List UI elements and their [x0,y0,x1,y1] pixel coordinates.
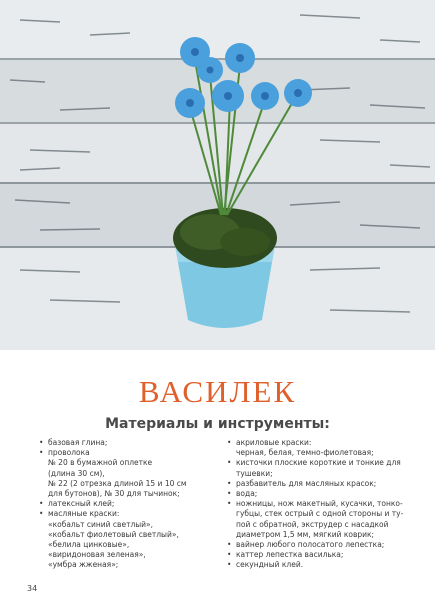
list-item-line: (длина 30 см), [48,468,105,478]
list-item-line: • латексный клей; [48,499,115,509]
list-item-line: пой с обратной, экструдер с насадкой [236,519,389,529]
list-item [226,560,406,570]
list-item [38,448,218,499]
list-item-line: • акриловые краски: [236,438,312,447]
list-item [226,550,406,560]
list-item [226,438,406,458]
list-item-line: • ножницы, нож макетный, кусачки, тонко- [236,499,403,509]
list-item-line: «белила цинковые», [48,540,130,550]
list-item-line: • масляные краски: [48,509,120,519]
list-item-line: тушевки; [236,468,273,478]
materials-list-right [226,438,406,571]
page-number: 34 [27,584,38,593]
list-item [226,458,406,478]
list-item-line: № 20 в бумажной оплетке [48,458,153,468]
list-item-line: «кобальт фиолетовый светлый», [48,529,179,539]
materials-heading: Материалы и инструменты: [105,416,330,432]
list-item-line: • секундный клей. [236,560,304,570]
list-item-line: • вайнер любого полосатого лепестка; [236,540,385,550]
list-item-line: для бутонов), № 30 для тычинок; [48,489,180,499]
list-item-line: • вода; [236,489,258,499]
list-item [226,489,406,499]
list-item [38,438,218,448]
list-item-line: черная, белая, темно-фиолетовая; [236,448,374,458]
page-title: ВАСИЛЕК [138,374,297,409]
list-item [38,509,218,570]
list-item-line: № 22 (2 отрезка длиной 15 и 10 см [48,478,187,488]
list-item [226,540,406,550]
list-item-line: губцы, стек острый с одной стороны и ту- [236,509,404,519]
list-item-line: «кобальт синий светлый», [48,519,154,529]
list-item-line: «виридоновая зеленая», [48,550,146,560]
list-item-line: «умбра жженая»; [48,560,119,570]
list-item [226,499,406,540]
list-item-line: • кисточки плоские короткие и тонкие для [236,458,401,468]
list-item [38,499,218,509]
list-item-line: • каттер лепестка василька; [236,550,344,560]
materials-list-left [38,438,218,571]
list-item-line: • проволока [48,448,90,458]
list-item-line: диаметром 1,5 мм, мягкий коврик; [236,529,375,539]
list-item-line: • базовая глина; [48,438,108,447]
list-item [226,479,406,489]
list-item-line: • разбавитель для масляных красок; [236,478,377,488]
